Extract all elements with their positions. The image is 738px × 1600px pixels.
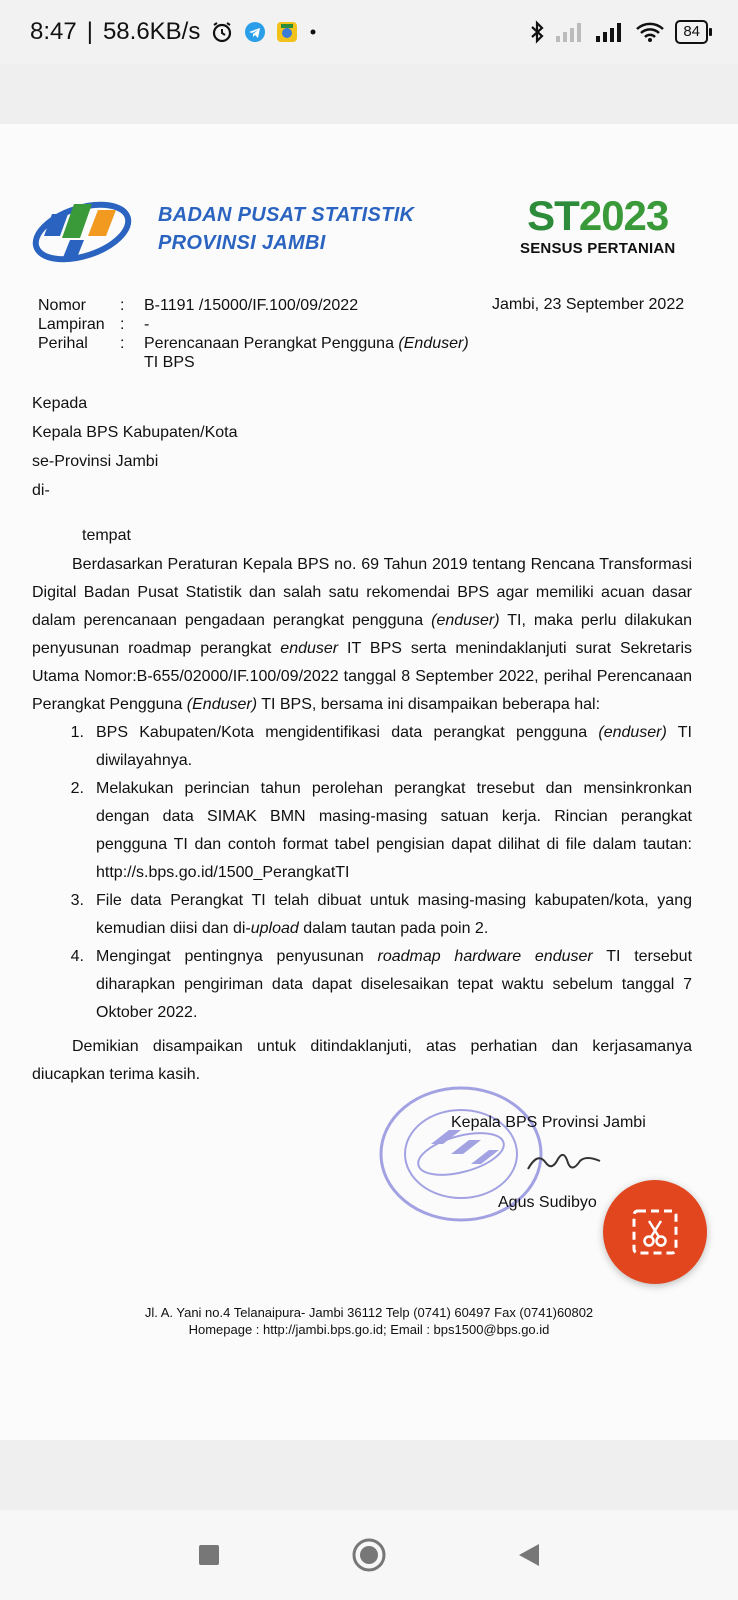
letter-body — [32, 551, 692, 1089]
lampiran-value: - — [144, 316, 150, 333]
nomor-label: Nomor — [38, 297, 87, 314]
bluetooth-icon — [529, 20, 545, 44]
address-line: Kepada — [32, 395, 88, 412]
address-line: tempat — [82, 527, 131, 544]
handwritten-signature — [526, 1149, 606, 1179]
recents-button[interactable] — [197, 1543, 221, 1567]
network-speed: 58.6KB/s — [102, 18, 201, 45]
status-bar — [0, 0, 738, 64]
perihal-value: Perencanaan Perangkat Pengguna (Enduser) TI BPS — [144, 335, 469, 371]
org-name-line1: BADAN PUSAT STATISTIK — [158, 204, 415, 226]
letter-meta — [38, 296, 484, 372]
wifi-icon — [635, 21, 665, 43]
st-mark: ST — [527, 192, 579, 239]
telegram-icon — [244, 21, 266, 43]
battery-icon: 84 — [675, 20, 708, 44]
footer-contact: Homepage : http://jambi.bps.go.id; Email : bps1500@bps.go.id — [188, 1322, 550, 1337]
signal-icon — [555, 21, 585, 43]
viewer-bottom-area — [0, 1440, 738, 1510]
scissors-icon — [630, 1207, 680, 1257]
st-subtitle: SENSUS PERTANIAN — [520, 240, 676, 257]
list-item: 2. Melakukan perincian tahun perolehan perangkat tresebut dan mensinkronkan dengan data SIMAK BMN masing-masing satuan kerja. Rincian perangkat pengguna TI dan contoh format tabel pengisian dapat dilihat di file dalam tautan: http://s.bps.go.id/1500_PerangkatTI — [70, 780, 692, 881]
letter-footer — [0, 1304, 738, 1338]
bps-logo-block — [30, 184, 414, 274]
address-line: di- — [32, 482, 50, 499]
viewer-top-area — [0, 64, 738, 124]
recipient-address — [32, 389, 238, 550]
nomor-value: B-1191 /15000/IF.100/09/2022 — [144, 297, 359, 314]
perihal-label: Perihal — [38, 335, 88, 352]
signatory-title: Kepala BPS Provinsi Jambi — [451, 1114, 646, 1131]
dot-icon — [308, 27, 318, 37]
signal-icon — [595, 21, 625, 43]
app-icon — [276, 21, 298, 43]
screenshot-crop-button[interactable] — [603, 1180, 707, 1284]
st2023-logo — [520, 194, 675, 257]
meta-colon: : — [120, 297, 125, 314]
points-list — [32, 719, 692, 1027]
list-item: 1. BPS Kabupaten/Kota mengidentifikasi data perangkat pengguna (enduser) TI diwilayahnya. — [70, 724, 692, 769]
status-separator: | — [86, 18, 93, 45]
clock: 8:47 — [30, 18, 77, 45]
signatory-name: Agus Sudibyo — [498, 1194, 597, 1211]
bps-logo-icon — [30, 184, 140, 274]
alarm-icon — [210, 20, 234, 44]
lampiran-label: Lampiran — [38, 316, 105, 333]
system-nav-bar — [0, 1510, 738, 1600]
home-button[interactable] — [351, 1537, 387, 1573]
meta-colon: : — [120, 316, 125, 333]
meta-colon: : — [120, 335, 125, 352]
back-button[interactable] — [517, 1542, 541, 1568]
list-item: 3. File data Perangkat TI telah dibuat untuk masing-masing kabupaten/kota, yang kemudian diisi dan di-upload dalam tautan pada poin 2. — [70, 892, 692, 937]
letter-date: Jambi, 23 September 2022 — [492, 296, 685, 313]
org-name-line2: PROVINSI JAMBI — [158, 232, 326, 254]
list-item: 4. Mengingat pentingnya penyusunan roadmap hardware enduser TI tersebut diharapkan pengiriman data dapat diselesaikan tepat waktu sebelum tanggal 7 Oktober 2022. — [70, 948, 693, 1021]
address-line: se-Provinsi Jambi — [32, 453, 159, 470]
footer-address: Jl. A. Yani no.4 Telanaipura- Jambi 36112 Telp (0741) 60497 Fax (0741)60802 — [144, 1305, 594, 1320]
intro-paragraph: Berdasarkan Peraturan Kepala BPS no. 69 Tahun 2019 tentang Rencana Transformasi Digital Badan Pusat Statistik dan salah satu rekomendai BPS agar memiliki acuan dasar dalam perencanaan pengadaan perangkat pengguna (enduser) TI, maka perlu dilakukan penyusunan roadmap perangkat enduser IT BPS serta menindaklanjuti surat Sekretaris Utama Nomor:B-655/02000/IF.100/09/2022 tanggal 8 September 2022, perihal Perencanaan Perangkat Pengguna (Enduser) TI BPS, bersama ini disampaikan beberapa hal: — [32, 556, 693, 713]
st-year: 2023 — [578, 192, 669, 239]
closing-paragraph: Demikian disampaikan untuk ditindaklanjuti, atas perhatian dan kerjasamanya diucapkan terima kasih. — [32, 1038, 692, 1083]
address-line: Kepala BPS Kabupaten/Kota — [32, 424, 238, 441]
